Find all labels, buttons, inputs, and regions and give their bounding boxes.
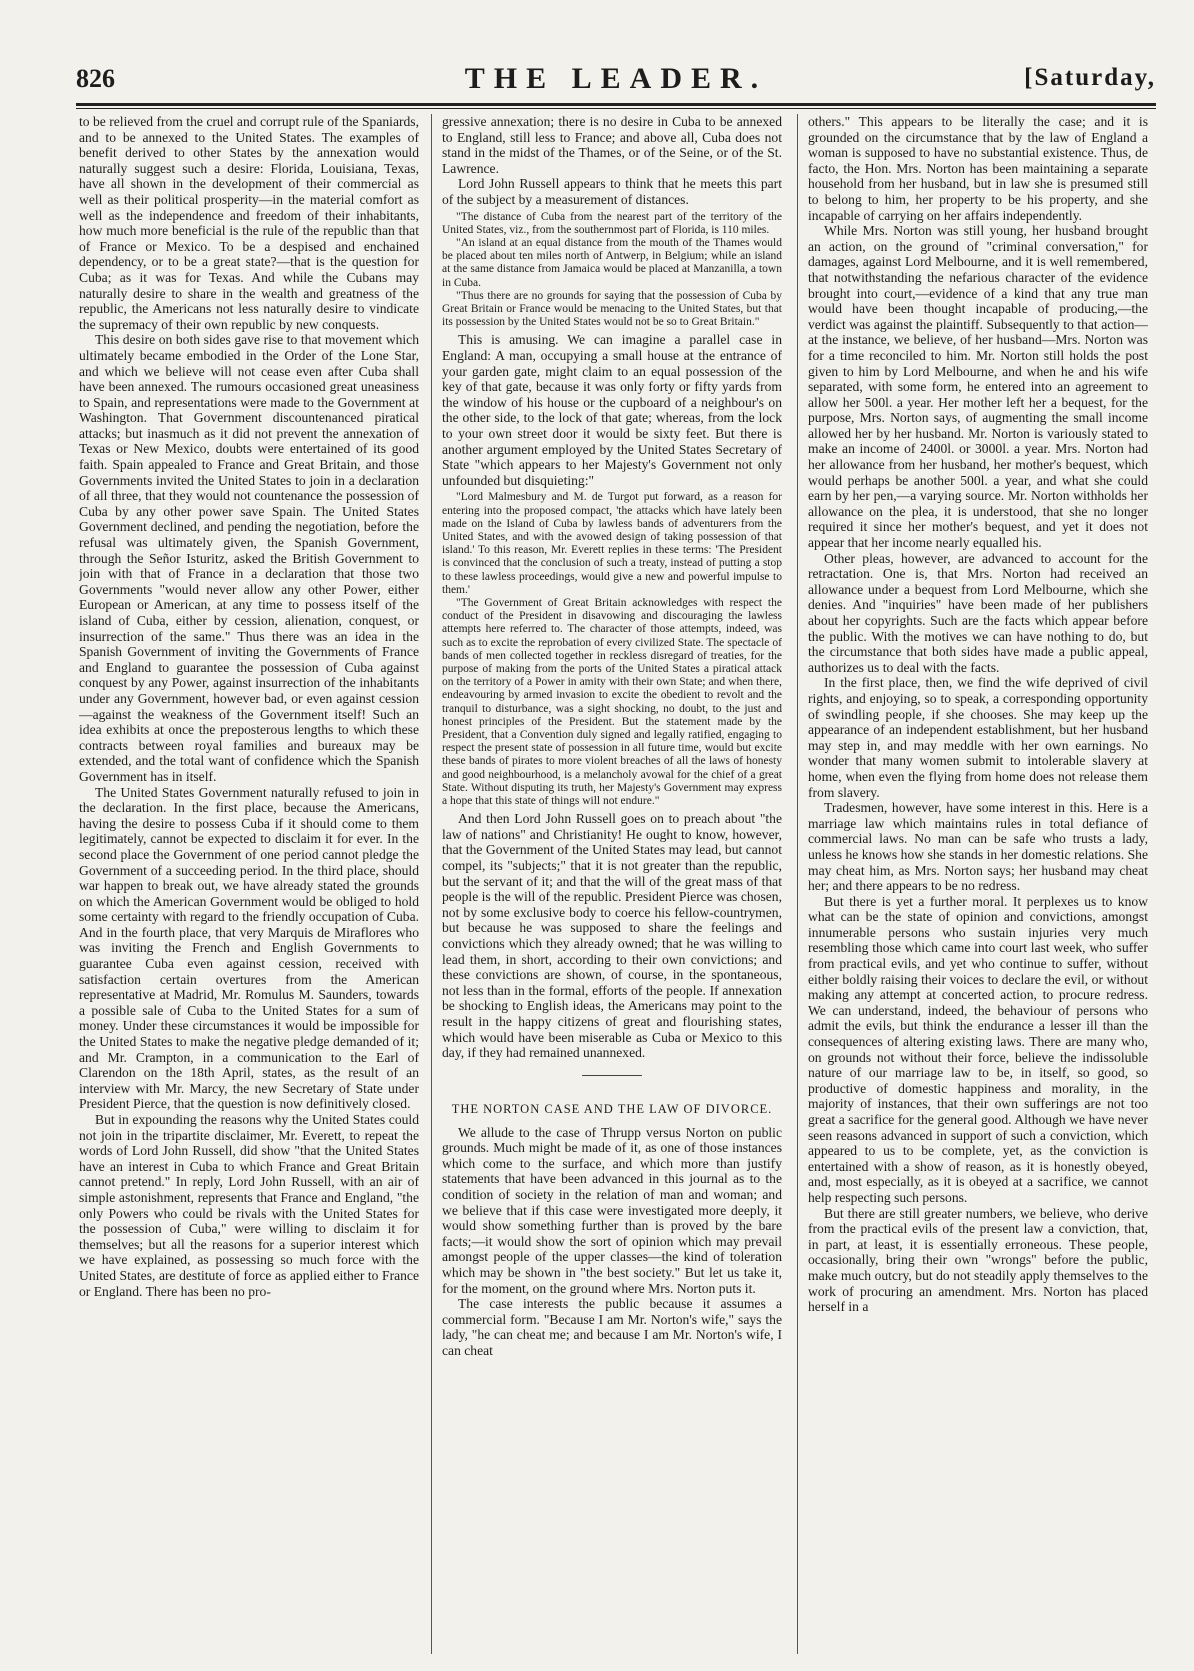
column-2 bbox=[442, 114, 782, 1654]
section-heading: THE NORTON CASE AND THE LAW OF DIVORCE. bbox=[451, 1101, 773, 1116]
paragraph: Lord John Russell appears to think that he meets this part of the subject by a measurement of distances. bbox=[442, 176, 782, 207]
quote-paragraph: "Thus there are no grounds for saying that the possession of Cuba by Great Britain or France would be menacing to the United States, but that its possession by the United States would not be so to Great Britain." bbox=[442, 289, 782, 329]
paragraph: This is amusing. We can imagine a parallel case in England: A man, occupying a small house at the entrance of your garden gate, might claim to an equal possession of the key of that gate, because it was only forty or fifty yards from the window of his house or the cupboard of a neighbour's on the other side, to the lock of that gate; whereas, from the lock to your own street door it would be sixty feet. But there is another argument employed by the United States Secretary of State "which appears to her Majesty's Government not only unfounded but disquieting:" bbox=[442, 332, 782, 488]
newspaper-title: THE LEADER. bbox=[464, 62, 768, 95]
column-3 bbox=[808, 114, 1148, 1654]
paragraph: But in expounding the reasons why the United States could not join in the tripartite disclaimer, Mr. Everett, to repeat the words of Lord John Russell, did show "that the United States have an interest in Cuba to which France and Great Britain cannot pretend." In reply, Lord John Russell, with an air of simple astonishment, represents that France and England, "the only Powers who could be rivals with the United States for the possession of Cuba," were willing to disclaim it for themselves; but all the reasons for a superior interest which we have explained, as possessing so much force with the United States, are destitute of force as applied either to France or England. There has been no pro- bbox=[79, 1112, 419, 1299]
quoted-extract bbox=[442, 491, 782, 808]
paragraph: In the first place, then, we find the wife deprived of civil rights, and enjoying, so to speak, a corresponding opportunity of swindling people, if she chooses. She may keep up the appearance of an independent establishment, but her husband may step in, and may meddle with her own earnings. No wonder that many women submit to intolerable slavery at home, when even the flying from home does not release them from slavery. bbox=[808, 675, 1148, 800]
masthead bbox=[76, 62, 1156, 102]
paragraph: to be relieved from the cruel and corrupt rule of the Spaniards, and to be annexed to the United States. The examples of benefit derived to other States by the annexation would naturally suggest such a desire: Florida, Louisiana, Texas, have all shown in the development of their commercial as well as their political prosperity—in the material comfort as well as the independence and freedom of their inhabitants, how much more beneficial is the rule of the republic than that of France or Mexico. To be a despised and enchained dependency, or to be a great state?—that is the question for Cuba; as it was for Texas. And while the Cubans may naturally desire to share in the wealth and greatness of the republic, the Americans not less naturally desire to vindicate the supremacy of their own republic by new conquests. bbox=[79, 114, 419, 332]
paragraph: This desire on both sides gave rise to that movement which ultimately became embodied in the Order of the Lone Star, and which we believe will not cease even after Cuba shall have been annexed. The rumours occasioned great uneasiness to Spain, and representations were made to the Government at Washington. That Government discountenanced piratical attacks; but inasmuch as it did not prevent the annexation of Texas or New Mexico, doubts were entertained of its good faith. Spain appealed to France and Great Britain, and those Governments invited the United States to join in a declaration of all three, that they would not countenance the possession of Cuba by any other power save Spain. The United States Government declined, and pending the negotiation, before the refusal was ultimately given, the Spanish Government, through the Señor Isturitz, asked the British Government to join with that of France in a declaration that those two Governments "would never allow any other Power, either European or American, at any time to possess itself of the island of Cuba, either by cession, alienation, conquest, or insurrection of the same." Thus there was an idea in the Spanish Government of inviting the Governments of France and England to guarantee the possession of Cuba against conquest by any Power, against insurrection of the inhabitants under any Government, however bad, or even against cession—against the weakness of the Government itself! Such an idea exhibits at once the preposterous lengths to which these contracts between royal families and bureaux may be extended, and the total want of confidence which the Spanish Government has in itself. bbox=[79, 332, 419, 784]
page-number: 826 bbox=[76, 64, 115, 93]
paragraph: And then Lord John Russell goes on to preach about "the law of nations" and Christianity! He ought to know, however, that the Government of the United States may lead, but cannot compel, its "subjects;" that it is not greater than the republic, but the servant of it; and that the will of the great mass of that people is the will of the republic. President Pierce was chosen, not by some exclusive body to coerce his fellow-countrymen, but because he was supposed to share the feelings and convictions which they already owned; that he was willing to lead them, in short, according to their own convictions; and these convictions are shown, of course, in the spontaneous, not less than in the formal, efforts of the people. If annexation be shocking to English ideas, the Americans may point to the result in the happy citizens of great and flourishing states, which would have been miserable as Cuba or Mexico to this day, if they had remained unannexed. bbox=[442, 811, 782, 1061]
paragraph: others." This appears to be literally the case; and it is grounded on the circumstance that by the law of England a woman is supposed to have no substantial existence. Thus, de facto, the Hon. Mrs. Norton has been maintaining a separate household from her husband, but in law she is presumed still to belong to him, her property to be his property, and she incapable of carrying on her affairs independently. bbox=[808, 114, 1148, 223]
quote-paragraph: "An island at an equal distance from the mouth of the Thames would be placed about ten miles north of Antwerp, in Belgium; while an island at the same distance from Jamaica would be placed at Manzanilla, a town in Cuba. bbox=[442, 236, 782, 289]
masthead-rule-thin bbox=[76, 108, 1156, 109]
quote-paragraph: "Lord Malmesbury and M. de Turgot put forward, as a reason for entering into the proposed compact, 'the attacks which have lately been made on the Island of Cuba by lawless bands of adventurers from the United States, and with the avowed design of taking possession of that island.' To this reason, Mr. Everett replies in these terms: 'The President is convinced that the conclusion of such a treaty, instead of putting a stop to these lawless proceedings, would give a new and powerful impulse to them.' bbox=[442, 491, 782, 596]
masthead-rule-thick bbox=[76, 103, 1156, 106]
paragraph: The United States Government naturally refused to join in the declaration. In the first place, because the Americans, having the desire to possess Cuba if it should come to them legitimately, cannot be expected to disclaim it for ever. In the second place the Government of one period cannot pledge the Government of a succeeding period. In the third place, should war happen to break out, we have already stated the grounds on which the American Government would be obliged to hold some certainty with regard to the friendly occupation of Cuba. And in the fourth place, that very Marquis de Miraflores who was inviting the French and English Governments to guarantee Cuba even against cession, received with satisfaction certain overtures from the American representative at Madrid, Mr. Romulus M. Saunders, towards a possible sale of Cuba to the United States for a sum of money. Under these circumstances it would be impossible for the United States to make the negative pledge demanded of it; and Mr. Crampton, in a communication to the Earl of Clarendon on the 18th April, states, as the result of an interview with Mr. Marcy, the new Secretary of State under President Pierce, that the question is now definitively closed. bbox=[79, 784, 419, 1112]
column-divider-2 bbox=[797, 114, 798, 1654]
paragraph: The case interests the public because it assumes a commercial form. "Because I am Mr. Norton's wife," says the lady, "he can cheat me; and because I am Mr. Norton's wife, I can cheat bbox=[442, 1296, 782, 1359]
paragraph: We allude to the case of Thrupp versus Norton on public grounds. Much might be made of it, as one of those instances which come to the surface, and which more than justify statements that have been advanced in this journal as to the condition of society in the relation of man and woman; and we believe that if this case were investigated more deeply, it would show something further than is proved by the bare facts;—it would show the sort of opinion which may prevail amongst people of the upper classes—the kind of toleration which may be shown in "the best society." But let us take it, for the moment, on the ground where Mrs. Norton puts it. bbox=[442, 1124, 782, 1296]
section-rule bbox=[582, 1075, 642, 1076]
quoted-extract bbox=[442, 211, 782, 330]
paragraph: While Mrs. Norton was still young, her husband brought an action, on the ground of "criminal conversation," for damages, against Lord Melbourne, and it is well remembered, that notwithstanding the nefarious character of the evidence brought into court,—evidence of a kind that any true man would have been thought incapable of producing,—the verdict was against the plaintiff. Subsequently to that action—at the instance, we believe, of her husband—Mrs. Norton was for a time reconciled to him. Mr. Norton still holds the post given to him by Lord Melbourne, and when he and his wife separated, with some form, he entered into an agreement to allow her 500l. a year. Her mother left her a bequest, for the purpose, Mrs. Norton says, of augmenting the small income allowed her by her husband. Mr. Norton is variously stated to make an income of 2400l. or 3000l. a year. Mrs. Norton had her allowance from her husband, her mother's bequest, which would perhaps be another 500l. a year, and what she could earn by her pen,—a varying source. Mr. Norton withholds her allowance on the plea, it is understood, that she no longer required it since her mother's bequest, and yet it does not appear that her income nearly equalled his. bbox=[808, 223, 1148, 551]
paragraph: gressive annexation; there is no desire in Cuba to be annexed to England, still less to France; and above all, Cuba does not stand in the midst of the Thames, or of the Seine, or of the St. Lawrence. bbox=[442, 114, 782, 176]
quote-paragraph: "The distance of Cuba from the nearest part of the territory of the United States, viz., from the southernmost part of Florida, is 110 miles. bbox=[442, 210, 782, 236]
column-divider-1 bbox=[431, 114, 432, 1654]
paragraph: But there is yet a further moral. It perplexes us to know what can be the state of opinion and convictions, amongst innumerable persons who sustain injuries very much resembling those which came into court last week, who suffer from practical evils, and yet who continue to suffer, without either boldly raising their voices to declare the evil, or without making any attempt at concerted action, to procure redress. We can understand, indeed, the behaviour of persons who admit the evils, but think the endurance a lesser ill than the consequences of altering existing laws. There are many who, on grounds not without their force, believe the indissoluble nature of our marriage law to be, in itself, so good, so productive of domestic happiness and morality, in the majority of instances, that their own sufferings are not too great a sacrifice for the general good. Although we have never seen reasons advanced in support of such a conviction, which appeared to us to be complete, yet, as the conviction is entertained with a show of reason, as it is honestly obeyed, and, most especially, as it is obeyed at a sacrifice, we cannot help respecting such persons. bbox=[808, 893, 1148, 1205]
issue-day: [Saturday, bbox=[1024, 64, 1156, 91]
paragraph: Tradesmen, however, have some interest in this. Here is a marriage law which maintains rules in total defiance of commercial laws. No man can be safe who trusts a lady, unless he knows how she stands in her domestic relations. She may cheat him, as Mrs. Norton says; her husband may cheat her; and there appears to be no redress. bbox=[808, 800, 1148, 894]
paragraph: But there are still greater numbers, we believe, who derive from the practical evils of the present law a conviction, that, in part, at least, it is essentially erroneous. These people, occasionally, bring their own "wrongs" before the public, make much outcry, but do not steadily apply themselves to the work of procuring an amendment. Mrs. Norton has placed herself in a bbox=[808, 1205, 1148, 1315]
column-1 bbox=[79, 114, 419, 1654]
paragraph: Other pleas, however, are advanced to account for the retractation. One is, that Mrs. Norton had received an allowance under a bequest from Lord Melbourne, which she denies. And "inquiries" have been made of her publishers about her copyrights. Such are the facts which appear before the public. With the motives we can have nothing to do, but the circumstance that both sides have made a public appeal, authorizes us to deal with the facts. bbox=[808, 550, 1148, 675]
quote-paragraph: "The Government of Great Britain acknowledges with respect the conduct of the President in disavowing and discouraging the lawless attempts here referred to. The character of those attempts, indeed, was such as to excite the reprobation of every civilized State. The spectacle of bands of men collected together in reckless disregard of treaties, for the purpose of making from the ports of the United States a piratical attack on the territory of a Power in amity with their own State; and when there, endeavouring by armed invasion to excite the obedient to revolt and the tranquil to disturbance, was a sight shocking, no doubt, to the just and honest principles of the President. But the statement made by the President, that a Convention duly signed and legally ratified, engaging to respect the present state of possession in all future time, would but excite these bands of pirates to more violent breaches of all the laws of honesty and good neighbourhood, is a melancholy avowal for the chief of a great State. Without disputing its truth, her Majesty's Government may express a hope that this state of things will not endure." bbox=[442, 596, 782, 807]
